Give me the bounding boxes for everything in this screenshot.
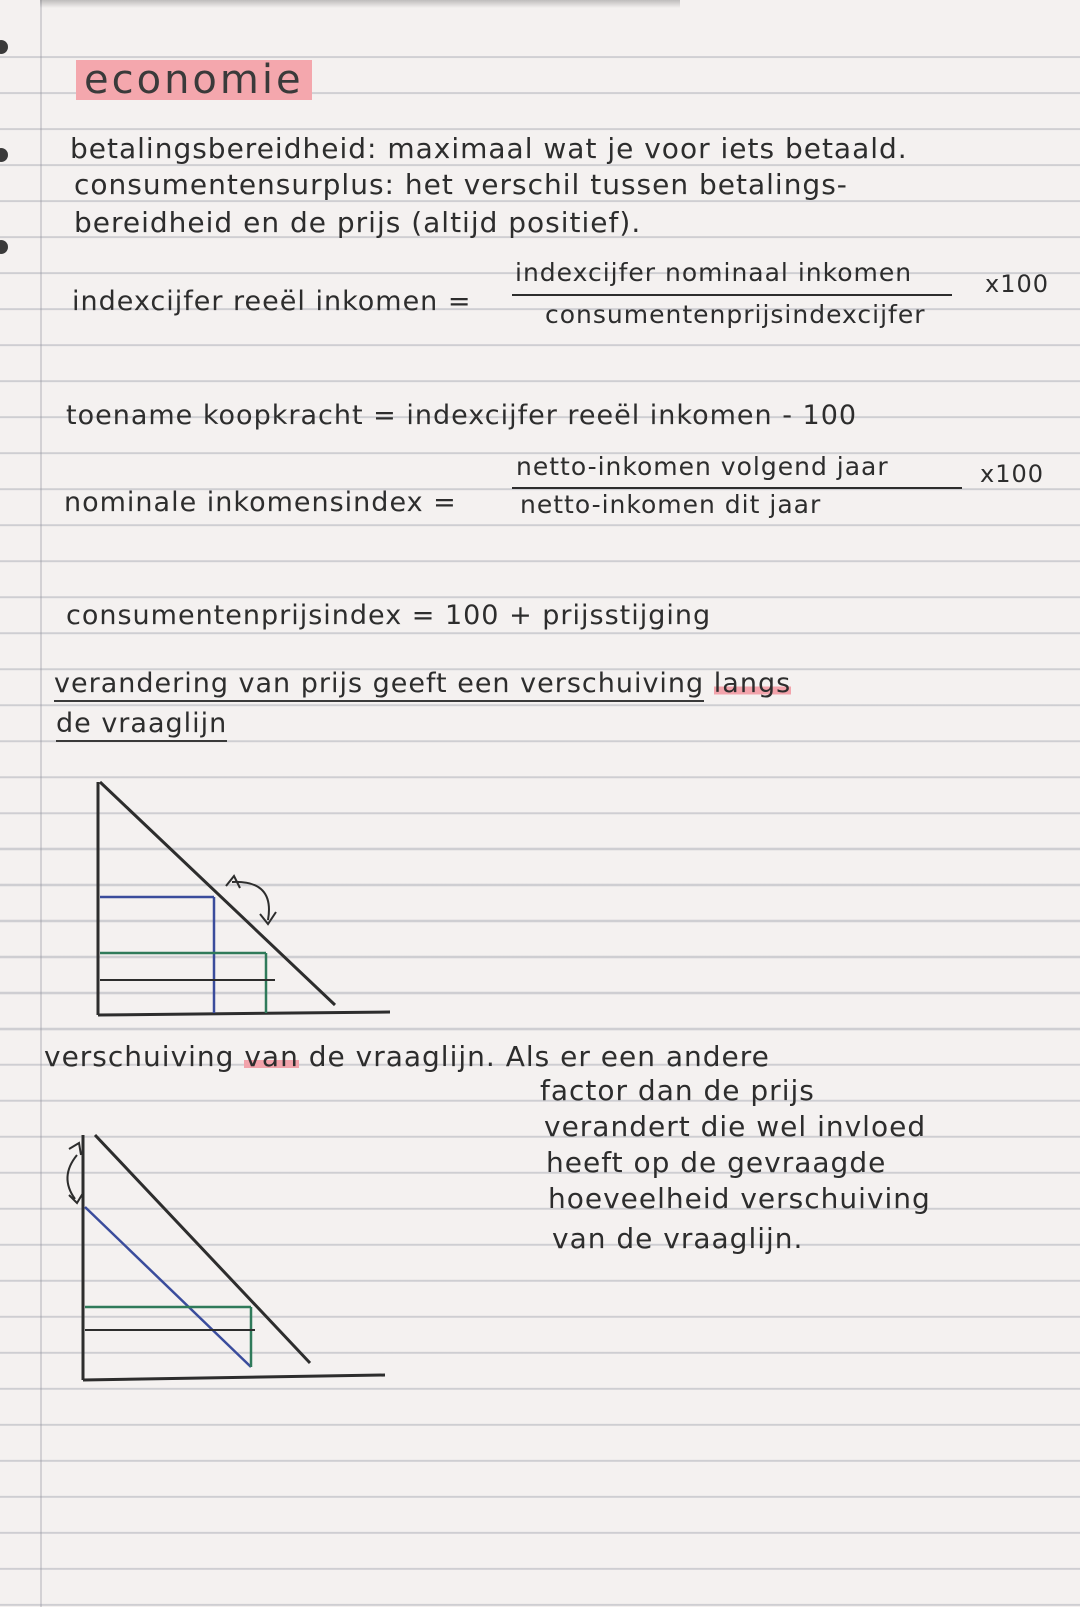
section2-heading-rest: de vraaglijn. Als er een andere [308, 1040, 770, 1073]
section1-line2-text: de vraaglijn [56, 708, 227, 742]
section1-line1-text: verandering van prijs geeft een verschuiving [54, 668, 704, 702]
arrowhead-icon [69, 1143, 81, 1155]
section2-heading [44, 1040, 770, 1073]
formula2-text: toename koopkracht = indexcijfer reeël inkomen - 100 [66, 400, 858, 431]
page-top-shadow [40, 0, 680, 8]
page-title: economie [76, 60, 312, 100]
graph-shift-of-demand-curve [55, 1115, 395, 1385]
section2-highlight-van: van [244, 1040, 299, 1073]
section2-body-line: van de vraaglijn. [552, 1222, 804, 1255]
definition-line-1: betalingsbereidheid: maximaal wat je voor iets betaald. [70, 132, 908, 165]
formula3-lhs: nominale inkomensindex = [64, 487, 457, 518]
formula1-factor: x100 [985, 270, 1050, 298]
formula3-denominator: netto-inkomen dit jaar [520, 490, 822, 519]
section2-body-line: heeft op de gevraagde [546, 1146, 887, 1179]
section2-body-line: hoeveelheid verschuiving [548, 1182, 931, 1215]
graph-movement-along-demand-curve [90, 770, 400, 1020]
x-axis [83, 1375, 385, 1380]
formula4-text: consumentenprijsindex = 100 + prijsstijging [66, 600, 712, 631]
formula1-fraction-bar [512, 294, 952, 296]
section2-heading-word: verschuiving [44, 1040, 235, 1073]
demand-line-shifted [85, 1207, 251, 1367]
formula1-lhs: indexcijfer reeël inkomen = [72, 286, 472, 317]
formula3-factor: x100 [980, 460, 1045, 488]
section1-line1 [54, 668, 791, 699]
definition-line-2: consumentensurplus: het verschil tussen betalings- [74, 168, 848, 201]
definition-line-3: bereidheid en de prijs (altijd positief). [74, 206, 642, 239]
curved-arrow-icon [67, 1155, 77, 1199]
section2-body-line: verandert die wel invloed [544, 1110, 927, 1143]
formula1-numerator: indexcijfer nominaal inkomen [515, 258, 913, 287]
demand-line [100, 782, 335, 1005]
margin-line [40, 0, 42, 1607]
formula3-fraction-bar [512, 487, 962, 489]
section2-body-line: factor dan de prijs [540, 1074, 815, 1107]
formula3-numerator: netto-inkomen volgend jaar [516, 452, 889, 481]
formula1-denominator: consumentenprijsindexcijfer [545, 300, 926, 329]
section1-highlight-langs: langs [713, 668, 792, 699]
x-axis [98, 1012, 390, 1015]
section1-line2 [56, 708, 227, 739]
